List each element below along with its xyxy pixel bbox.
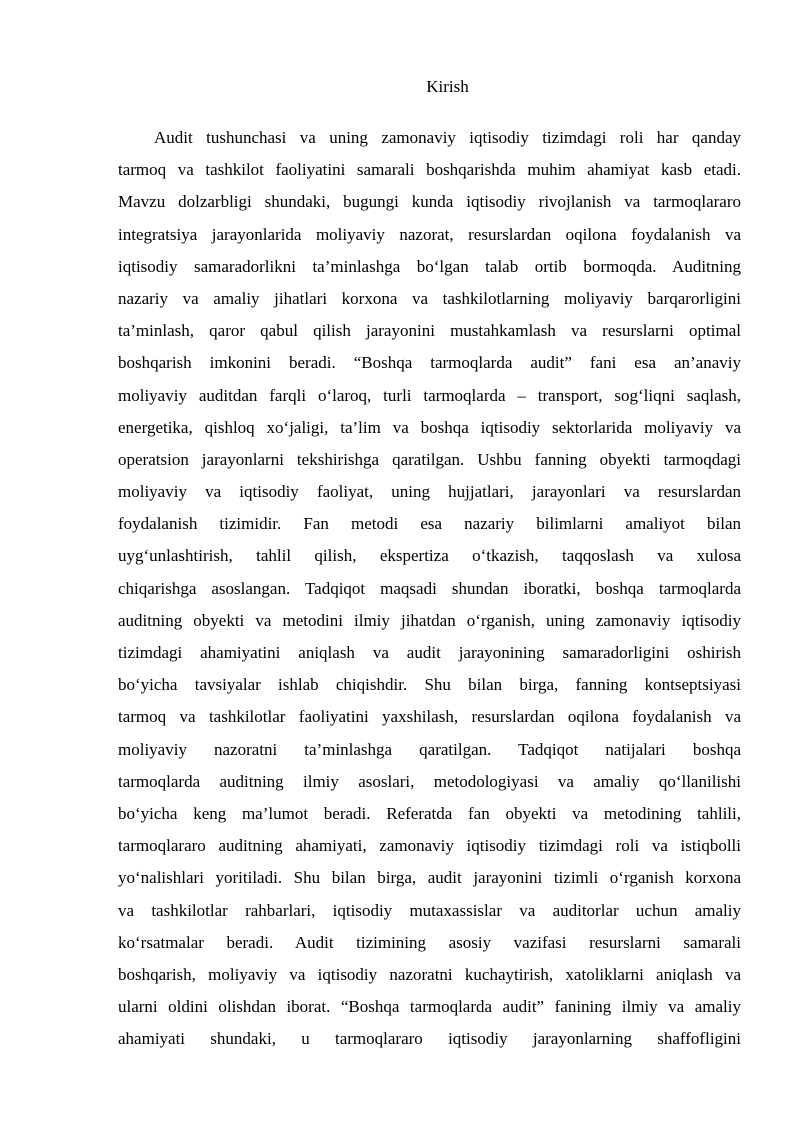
text-line: iqtisodiy samaradorlikni ta’minlashga bo‘lgan talab ortib bormoqda. Auditning [118,256,741,276]
text-line: moliyaviy auditdan farqli o‘laroq, turli tarmoqlarda – transport, sog‘liqni saqlash, [118,385,741,405]
text-line: moliyaviy va iqtisodiy faoliyat, uning hujjatlari, jarayonlari va resurslardan [118,482,741,502]
text-line: boshqarish, moliyaviy va iqtisodiy nazoratni kuchaytirish, xatoliklarni aniqlash va [118,964,741,984]
text-line: operatsion jarayonlarni tekshirishga qaratilgan. Ushbu fanning obyekti tarmoqdagi [118,449,741,469]
body-paragraph [118,122,741,1055]
text-line: tarmoq va tashkilot faoliyatini samarali boshqarishda muhim ahamiyat kasb etadi. [118,160,741,180]
text-line: uyg‘unlashtirish, tahlil qilish, ekspertiza o‘tkazish, taqqoslash va xulosa [118,546,741,566]
text-line: nazariy va amaliy jihatlari korxona va tashkilotlarning moliyaviy barqarorligini [118,288,741,308]
text-line: moliyaviy nazoratni ta’minlashga qaratilgan. Tadqiqot natijalari boshqa [118,739,741,759]
text-line: ko‘rsatmalar beradi. Audit tizimining asosiy vazifasi resurslarni samarali [118,932,741,952]
text-line: foydalanish tizimidir. Fan metodi esa nazariy bilimlarni amaliyot bilan [118,514,741,534]
text-line: tarmoqlarda auditning ilmiy asoslari, metodologiyasi va amaliy qo‘llanilishi [118,771,741,791]
text-line: auditning obyekti va metodini ilmiy jihatdan o‘rganish, uning zamonaviy iqtisodiy [118,610,741,630]
text-line: tizimdagi ahamiyatini aniqlash va audit jarayonining samaradorligini oshirish [118,643,741,662]
text-line: chiqarishga asoslangan. Tadqiqot maqsadi shundan iboratki, boshqa tarmoqlarda [118,578,741,598]
text-line: tarmoq va tashkilotlar faoliyatini yaxshilash, resurslardan oqilona foydalanish va [118,707,741,727]
text-line: energetika, qishloq xo‘jaligi, ta’lim va boshqa iqtisodiy sektorlarida moliyaviy va [118,417,741,437]
text-line: integratsiya jarayonlarida moliyaviy nazorat, resurslardan oqilona foydalanish va [118,224,741,244]
text-line: ahamiyati shundaki, u tarmoqlararo iqtisodiy jarayonlarning shaffofligini [118,1029,741,1049]
text-line: ta’minlash, qaror qabul qilish jarayonini mustahkamlash va resurslarni optimal [118,321,741,341]
text-line: boshqarish imkonini beradi. “Boshqa tarmoqlarda audit” fani esa an’anaviy [118,353,741,373]
text-line: Mavzu dolzarbligi shundaki, bugungi kunda iqtisodiy rivojlanish va tarmoqlararo [118,192,741,212]
text-line: bo‘yicha tavsiyalar ishlab chiqishdir. Shu bilan birga, fanning kontseptsiyasi [118,675,741,695]
text-line: Audit tushunchasi va uning zamonaviy iqtisodiy tizimdagi roli har qanday [154,128,741,147]
text-line: bo‘yicha keng ma’lumot beradi. Referatda fan obyekti va metodining tahlili, [118,803,741,823]
page-title: Kirish [426,77,469,96]
text-line: ularni oldini olishdan iborat. “Boshqa tarmoqlarda audit” fanining ilmiy va amaliy [118,997,741,1017]
text-line: tarmoqlararo auditning ahamiyati, zamonaviy iqtisodiy tizimdagi roli va istiqbolli [118,836,741,856]
text-line: yo‘nalishlari yoritiladi. Shu bilan birga, audit jarayonini tizimli o‘rganish korxona [118,868,741,888]
text-line: va tashkilotlar rahbarlari, iqtisodiy mutaxassislar va auditorlar uchun amaliy [118,900,741,920]
